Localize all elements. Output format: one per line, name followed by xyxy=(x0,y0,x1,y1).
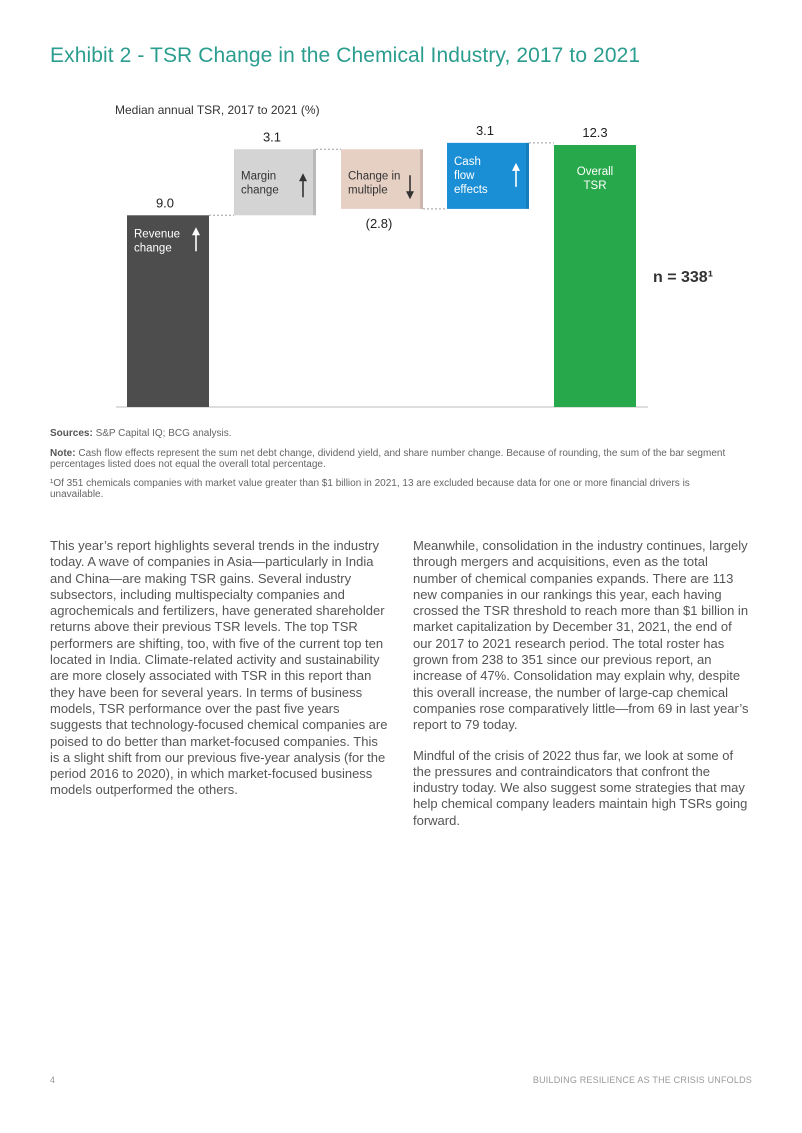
chart-subtitle: Median annual TSR, 2017 to 2021 (%) xyxy=(115,103,320,117)
bar-category-label: multiple xyxy=(348,184,388,197)
bar-edge-shade xyxy=(526,143,529,209)
bar-edge-shade xyxy=(420,149,423,209)
bar-category-label: effects xyxy=(454,183,488,196)
body-paragraph: Meanwhile, consolidation in the industry continues, largely through mergers and acquisitions, even as the total number of chemical companies expands. There are 113 new companies in our rankings this year, each having crossed the TSR threshold to reach more than $1 billion in market capitalization by December 31, 2021, the end of our 2017 to 2021 research period. The total roster has grown from 238 to 351 since our previous report, an increase of 47%. Consolidation may explain why, despite this overall increase, the number of large-cap chemical companies rose comparatively little—from 69 in last year’s report to 79 today. xyxy=(413,538,749,733)
sources-label: Sources: xyxy=(50,428,93,439)
body-paragraph: This year’s report highlights several trends in the industry today. A wave of companies in Asia—particularly in India and China—are making TSR gains. Several industry subsectors, including multispecialty companies and agrochemicals and fertilizers, have generated shareholder returns above their previous TSR levels. The top TSR performers are shifting, too, with five of the current top ten located in India. Climate-related activity and sustainability are more closely associated with TSR in this report than they have been for several years. In terms of business models, TSR performance over the past five years suggests that technology-focused chemical companies are poised to do better than market-focused companies. This is a slight shift from our previous five-year analysis (for the period 2016 to 2020), in which market-focused business models outperformed the others. xyxy=(50,538,388,798)
sources-text: S&P Capital IQ; BCG analysis. xyxy=(92,428,232,439)
footnote: ¹Of 351 chemicals companies with market value greater than $1 billion in 2021, 13 are excluded because data for one or more financial drivers is unavailable. xyxy=(50,478,690,500)
body-paragraph: Mindful of the crisis of 2022 thus far, we look at some of the pressures and contraindicators that confront the industry today. We also suggest some strategies that may help chemical company leaders maintain high TSRs going forward. xyxy=(413,747,748,828)
data-label: 12.3 xyxy=(582,125,608,140)
bar-category-label: change xyxy=(134,242,172,255)
sources-note xyxy=(50,428,740,439)
bar-category-label: Revenue xyxy=(134,228,181,241)
bar-category-label: Overall xyxy=(576,166,614,178)
page-number: 4 xyxy=(50,1075,56,1085)
chart-note xyxy=(50,448,740,470)
data-label: 3.1 xyxy=(475,122,495,138)
body-column-right xyxy=(413,538,751,843)
bar-category-label: Margin xyxy=(241,170,277,183)
bar-category-label: Change in xyxy=(348,170,401,183)
page-title: Exhibit 2 - TSR Change in the Chemical Industry, 2017 to 2021 xyxy=(50,44,641,67)
body-column-left xyxy=(50,538,388,813)
bar-category-label: TSR xyxy=(583,180,607,192)
bar-edge-shade xyxy=(313,149,316,215)
bar-category-label: change xyxy=(241,184,279,197)
note-label: Note: xyxy=(50,448,76,459)
running-title: BUILDING RESILIENCE AS THE CRISIS UNFOLDS xyxy=(532,1075,752,1085)
data-label: 9.0 xyxy=(155,195,175,211)
bar-category-label: Cash xyxy=(454,155,481,168)
data-label: (2.8) xyxy=(365,215,393,231)
note-text: Cash flow effects represent the sum net debt change, dividend yield, and share number change. Because of rounding, the sum of the bar segment percentages listed does not equal the overall total percentage. xyxy=(50,448,726,470)
sample-size-label: n = 338¹ xyxy=(653,269,714,286)
waterfall-chart xyxy=(0,0,802,420)
bar-category-label: flow xyxy=(454,169,475,182)
data-label: 3.1 xyxy=(262,129,282,145)
